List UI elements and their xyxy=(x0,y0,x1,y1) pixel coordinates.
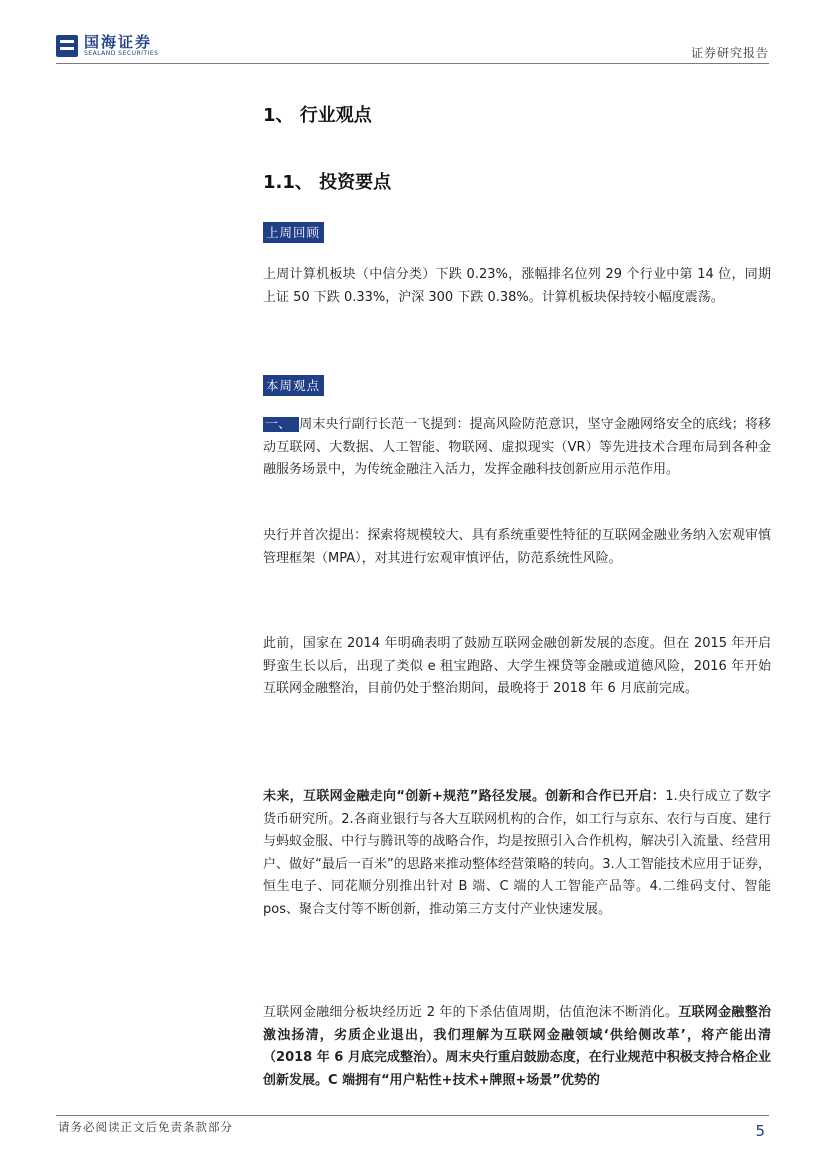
logo-cn: 国海证券 xyxy=(84,33,153,51)
header-divider xyxy=(56,63,769,64)
paragraph-view-3: 此前，国家在 2014 年明确表明了鼓励互联网金融创新发展的态度。但在 2015 年开启野蛮生长以后，出现了类似 e 租宝跑路、大学生裸贷等金融或道德风险，2016 年开始互联网金融整治，目前仍处于整治期间，最晚将于 2018 年 6 月底前完成。 xyxy=(263,636,771,696)
footer-divider xyxy=(56,1115,769,1116)
section-heading-1: 1、 行业观点 xyxy=(263,105,372,126)
paragraph-view-5-bold: 互联网金融整治激浊扬清，劣质企业退出，我们理解为互联网金融领域‘供给侧改革’，将产能出清（2018 年 6 月底完成整治）。周末央行重启鼓励态度，在行业规范中积极支持合格企业创新发展。C 端拥有“用户粘性+技术+牌照+场景”优势的 xyxy=(263,1005,771,1088)
paragraph-view-1-text: 周末央行副行长范一飞提到：提高风险防范意识，坚守金融网络安全的底线；将移动互联网、大数据、人工智能、物联网、虚拟现实（VR）等先进技术合理布局到各种金融服务场景中，为传统金融注入活力，发挥金融科技创新应用示范作用。 xyxy=(263,417,771,477)
logo-text xyxy=(84,34,158,58)
paragraph-view-5-text: 互联网金融细分板块经历近 2 年的下杀估值周期，估值泡沫不断消化。 xyxy=(263,1005,679,1020)
page-header xyxy=(0,0,827,66)
paragraph-view-4-bold: 未来，互联网金融走向“创新+规范”路径发展。创新和合作已开启： xyxy=(263,789,666,804)
company-logo xyxy=(56,34,158,58)
tag-last-week: 上周回顾 xyxy=(263,222,324,243)
paragraph-view-1 xyxy=(263,414,771,482)
paragraph-last-week: 上周计算机板块（中信分类）下跌 0.23%，涨幅排名位列 29 个行业中第 14 位，同期上证 50 下跌 0.33%，沪深 300 下跌 0.38%。计算机板块保持较小幅度震荡。 xyxy=(263,267,771,305)
paragraph-view-4 xyxy=(263,786,771,921)
paragraph-view-2: 央行并首次提出：探索将规模较大、具有系统重要性特征的互联网金融业务纳入宏观审慎管理框架（MPA），对其进行宏观审慎评估，防范系统性风险。 xyxy=(263,528,771,566)
disclaimer-note: 请务必阅读正文后免责条款部分 xyxy=(58,1120,233,1134)
logo-en: SEALAND SECURITIES xyxy=(84,50,159,57)
highlight-number: 一、 xyxy=(263,417,299,432)
report-type: 证券研究报告 xyxy=(690,46,769,60)
page-number: 5 xyxy=(755,1122,765,1140)
paragraph-view-4-text: 1.央行成立了数字货币研究所。2.各商业银行与各大互联网机构的合作，如工行与京东、农行与百度、建行与蚂蚁金服、中行与腾讯等的战略合作，均是按照引入合作机构，解决引入流量、经营用户、做好“最后一百米”的思路来推动整体经营策略的转向。3.人工智能技术应用于证券，恒生电子、同花顺分别推出针对 B 端、C 端的人工智能产品等。4.二维码支付、智能 pos、聚合支付等不断创新，推动第三方支付产业快速发展。 xyxy=(263,789,772,917)
section-heading-1-1: 1.1、 投资要点 xyxy=(263,172,392,193)
paragraph-view-5 xyxy=(263,1002,771,1092)
tag-this-week: 本周观点 xyxy=(263,375,324,396)
sealand-logo-icon xyxy=(56,35,78,57)
